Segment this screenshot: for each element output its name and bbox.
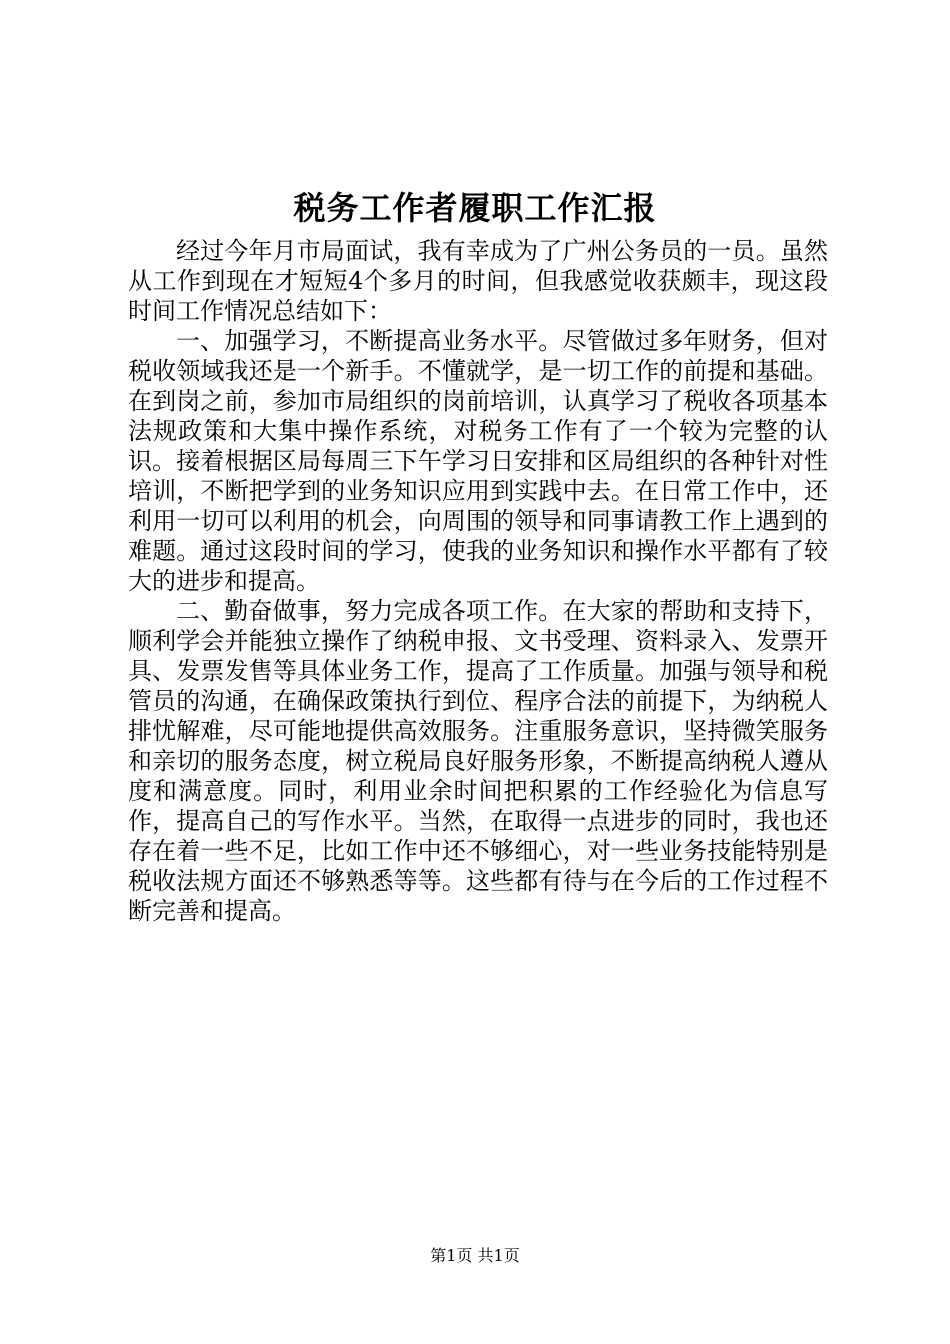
paragraph-study: 一、加强学习，不断提高业务水平。尽管做过多年财务，但对税收领域我还是一个新手。不懂就学，是一切工作的前提和基础。在到岗之前，参加市局组织的岗前培训，认真学习了税收各项基本法规政策和大集中操作系统，对税务工作有了一个较为完整的认识。接着根据区局每周三下午学习日安排和区局组织的各种针对性培训，不断把学到的业务知识应用到实践中去。在日常工作中，还利用一切可以利用的机会，向周围的领导和同事请教工作上遇到的难题。通过这段时间的学习，使我的业务知识和操作水平都有了较大的进步和提高。 [128,327,828,595]
document-title: 税务工作者履职工作汇报 [293,189,657,227]
paragraph-intro: 经过今年月市局面试，我有幸成为了广州公务员的一员。虽然从工作到现在才短短4个多月的时间，但我感觉收获颇丰，现这段时间工作情况总结如下： [128,237,828,325]
paragraph-work: 二、勤奋做事，努力完成各项工作。在大家的帮助和支持下，顺利学会并能独立操作了纳税申报、文书受理、资料录入、发票开具、发票发售等具体业务工作，提高了工作质量。加强与领导和税管员的沟通，在确保政策执行到位、程序合法的前提下，为纳税人排忧解难，尽可能地提供高效服务。注重服务意识，坚持微笑服务和亲切的服务态度，树立税局良好服务形象，不断提高纳税人遵从度和满意度。同时，利用业余时间把积累的工作经验化为信息写作，提高自己的写作水平。当然，在取得一点进步的同时，我也还存在着一些不足，比如工作中还不够细心，对一些业务技能特别是税收法规方面还不够熟悉等等。这些都有待与在今后的工作过程不断完善和提高。 [128,597,828,925]
page-footer: 第1页 共1页 [430,1246,520,1265]
document-body [128,236,828,926]
